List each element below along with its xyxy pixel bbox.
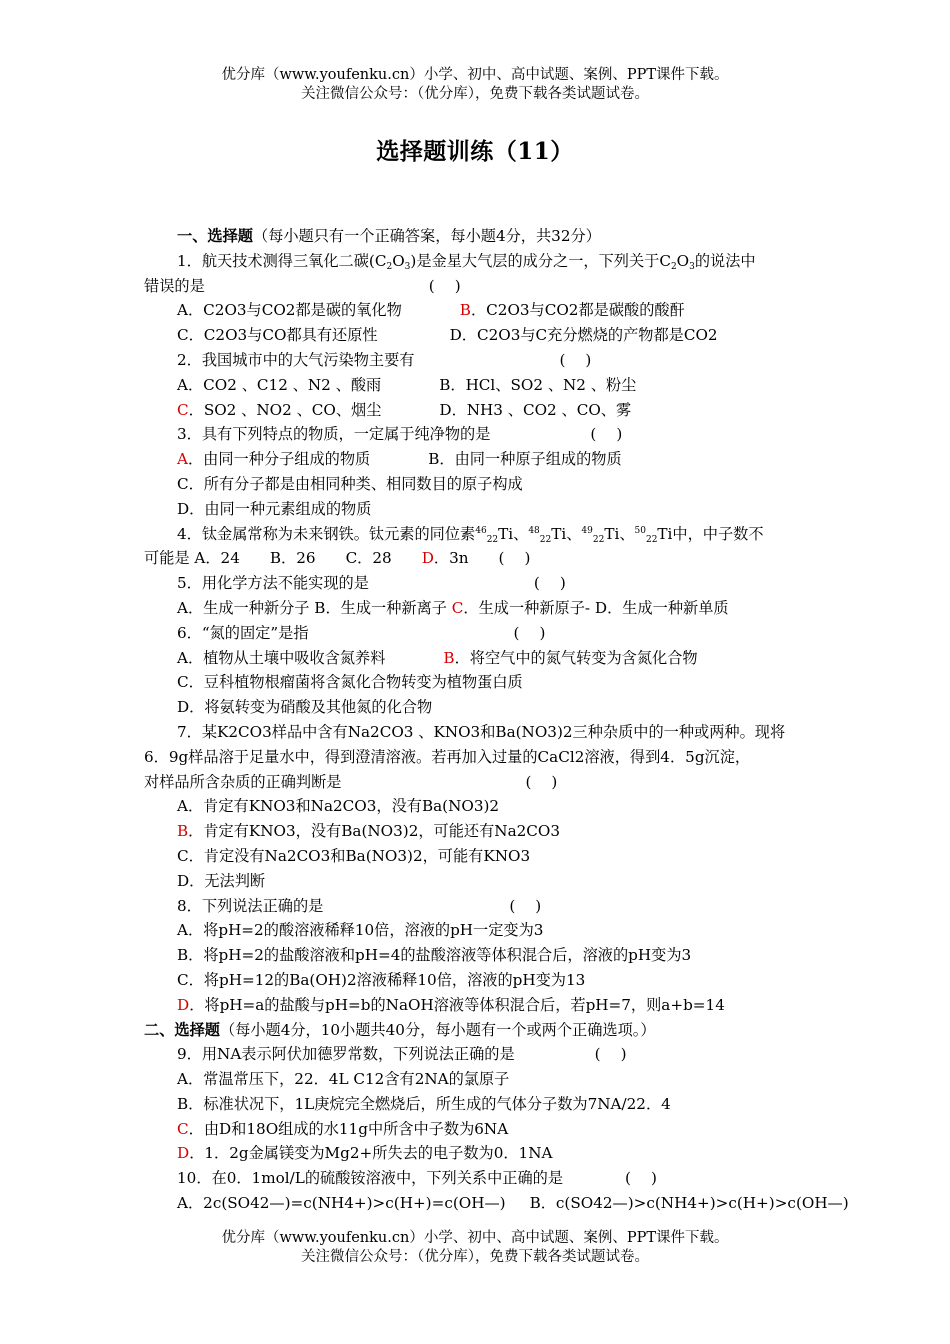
q6-option-d: D．将氨转变为硝酸及其他氮的化合物 — [177, 698, 433, 717]
q1-options-ab — [144, 298, 810, 323]
header-line-2: 关注微信公众号：（优分库），免费下载各类试题试卷。 — [301, 86, 649, 102]
q7-option-b: B．肯定有KNO3，没有Ba(NO3)2，可能还有Na2CO3 — [177, 822, 561, 841]
q5-answer-mark: C — [451, 598, 464, 617]
page-header — [0, 66, 950, 104]
footer-line-1: 优分库（www.youfenku.cn）小学、初中、高中试题、案例、PPT课件下载。 — [221, 1230, 729, 1246]
q7-option-c: C．肯定没有Na2CO3和Ba(NO3)2，可能有KNO3 — [177, 846, 531, 865]
q3-options-ab: A．由同一种分子组成的物质 B．由同一种原子组成的物质 — [177, 450, 622, 469]
q1-stem: 1．航天技术测得三氧化二碳$(C_2O_3)$是金星大气层的成分之一，下列关于$C_2O_3$的说法中 — [177, 251, 756, 272]
q1-answer-mark: B — [459, 301, 471, 320]
q3-answer-mark: A — [177, 450, 188, 469]
q9-answer-mark-c: C — [177, 1119, 189, 1138]
footer-line-2: 关注微信公众号：（优分库），免费下载各类试题试卷。 — [301, 1249, 649, 1265]
q2-options-ab: A．CO2 、C12 、N2 、酸雨 B．HCl、SO2 、N2 、粉尘 — [177, 375, 637, 394]
q9-answer-mark-d: D — [177, 1144, 190, 1163]
q5-options: A．生成一种新分子 B．生成一种新离子 C．生成一种新原子- D．生成一种新单质 — [177, 598, 729, 617]
section-2-heading: 二、选择题（每小题4分，10小题共40分，每小题有一个或两个正确选项。） — [144, 1020, 656, 1039]
q3-option-d: D．由同一种元素组成的物质 — [177, 499, 372, 518]
page-title: 选择题训练（11） — [376, 138, 574, 165]
question-list — [144, 224, 849, 1216]
q10-options-ab: A．2c(SO42—)=c(NH4+)>c(H+)=c(OH—) B．c(SO42—)>c(NH4+)>c(H+)>c(OH—) — [177, 1194, 849, 1213]
q2-stem: 2．我国城市中的大气污染物主要有 ( ) — [177, 350, 592, 369]
q8-option-b: B．将pH=2的盐酸溶液和pH=4的盐酸溶液等体积混合后，溶液的pH变为3 — [177, 946, 692, 965]
q1-blank: ( ) — [428, 276, 461, 295]
q1-stem-cont: 错误的是 ( ) — [144, 276, 461, 295]
q9-stem: 9．用NA表示阿伏加德罗常数，下列说法正确的是 ( ) — [177, 1045, 627, 1064]
q6-options-ab: A．植物从土壤中吸收含氮养料 B．将空气中的氮气转变为含氮化合物 — [177, 648, 698, 667]
q4-options: 可能是 A．24 B．26 C．28 D．3n ( ) — [144, 549, 531, 568]
page-footer — [0, 1229, 950, 1267]
q7-answer-mark: B — [177, 822, 189, 841]
q8-answer-mark: D — [177, 995, 190, 1014]
q10-stem: 10．在0．1mol/L的硫酸铵溶液中，下列关系中正确的是 ( ) — [177, 1169, 657, 1188]
q1-option-c: C．C2O3与CO都具有还原性 — [177, 326, 378, 345]
q7-stem-1: 7．某K2CO3样品中含有Na2CO3 、KNO3和Ba(NO3)2三种杂质中的一种或两种。现将 — [177, 722, 786, 741]
q7-stem-3: 对样品所含杂质的正确判断是 ( ) — [144, 772, 558, 791]
q5-stem: 5．用化学方法不能实现的是 ( ) — [177, 574, 566, 593]
q2-answer-mark: C — [177, 400, 189, 419]
q8-stem: 8．下列说法正确的是 ( ) — [177, 896, 542, 915]
q9-option-a: A．常温常压下，22．4L C12含有2NA的氯原子 — [177, 1070, 510, 1089]
q6-stem: 6．“氮的固定”是指 ( ) — [177, 623, 546, 642]
q4-answer-mark: D — [421, 549, 434, 568]
q1-options-cd — [144, 323, 810, 348]
q3-option-c: C．所有分子都是由相同种类、相同数目的原子构成 — [177, 474, 523, 493]
section-1-heading: 一、选择题（每小题只有一个正确答案，每小题4分，共32分） — [177, 227, 601, 245]
q1-option-d: D．C2O3与C充分燃烧的产物都是CO2 — [449, 326, 718, 345]
q7-option-a: A．肯定有KNO3和Na2CO3，没有Ba(NO3)2 — [177, 797, 500, 816]
q4-stem: 4．钛金属常称为未来钢铁。钛元素的同位素$^{46}_{22}$Ti、$^{48}_{22}$Ti、$^{49}_{22}$Ti、$^{50}_{22}$Ti中，中子数不 — [177, 524, 764, 545]
q1-option-a: A．C2O3与CO2都是碳的氧化物 — [177, 301, 402, 320]
q1-option-b: ．C2O3与CO2都是碳酸的酸酐 — [470, 301, 685, 320]
q6-answer-mark: B — [443, 648, 455, 667]
q7-option-d: D．无法判断 — [177, 871, 266, 890]
q2-options-cd: C．SO2 、NO2 、CO、烟尘 D．NH3 、CO2 、CO、雾 — [177, 400, 632, 419]
q9-option-c: C．由D和18O组成的水11g中所含中子数为6NA — [177, 1119, 509, 1138]
q3-stem: 3．具有下列特点的物质，一定属于纯净物的是 ( ) — [177, 425, 623, 444]
q8-option-c: C．将pH=12的Ba(OH)2溶液稀释10倍，溶液的pH变为13 — [177, 970, 586, 989]
q6-option-c: C．豆科植物根瘤菌将含氮化合物转变为植物蛋白质 — [177, 673, 523, 692]
q8-option-d: D．将pH=a的盐酸与pH=b的NaOH溶液等体积混合后，若pH=7，则a+b=14 — [177, 995, 725, 1014]
q7-stem-2: 6．9g样品溶于足量水中，得到澄清溶液。若再加入过量的CaCl2溶液，得到4．5g沉淀， — [144, 747, 751, 766]
header-line-1: 优分库（www.youfenku.cn）小学、初中、高中试题、案例、PPT课件下载。 — [221, 67, 729, 83]
q9-option-d: D．1．2g金属镁变为Mg2+所失去的电子数为0．1NA — [177, 1144, 553, 1163]
q9-option-b: B．标准状况下，1L庚烷完全燃烧后，所生成的气体分子数为7NA/22．4 — [177, 1094, 671, 1113]
q8-option-a: A．将pH=2的酸溶液稀释10倍，溶液的pH一定变为3 — [177, 921, 544, 940]
